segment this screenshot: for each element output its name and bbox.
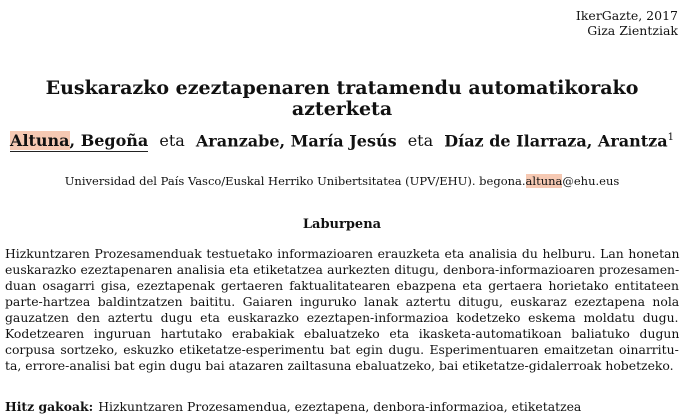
venue-area: Giza Zientziak: [587, 23, 678, 38]
author-separator: eta: [407, 131, 434, 151]
abstract-line: Hizkuntzaren Prozesamenduak testuetako informazioaren erauzketa eta analisia du helburu. Lan honetan: [5, 246, 680, 261]
venue-header: [576, 8, 678, 38]
author-1-highlight: Altuna: [10, 131, 70, 151]
keywords-label: Hitz gakoak:: [5, 399, 94, 414]
affiliation: [0, 174, 684, 188]
abstract-line: gauzatzen den aztertu dugu eta euskarazko ezeztapen-informazioa kodetzeko eskema moldatu dugu.: [5, 310, 679, 325]
abstract-body: [5, 246, 679, 374]
footnote-marker: 1: [667, 132, 674, 143]
author-1-rest: , Begoña: [69, 131, 149, 151]
email-highlight: altuna: [525, 174, 563, 188]
abstract-line: parte-hartzea baldintzatzen baititu. Gaiaren inguruko lanak aztertu ditugu, euskaraz ezeztapena nola: [5, 294, 680, 309]
author-1[interactable]: [10, 131, 148, 152]
venue-name: IkerGazte, 2017: [575, 8, 678, 23]
paper-title: Euskarazko ezeztapenaren tratamendu automatikorako azterketa: [45, 77, 639, 120]
author-separator: eta: [159, 131, 185, 151]
abstract-line: Kodetzearen inguruan hartutako erabakiak ebaluatzeko eta ikasketa-automatikoan baliatuko dugun: [5, 326, 680, 341]
author-list: [0, 128, 684, 151]
keywords: [5, 399, 679, 415]
author-3: Díaz de Ilarraza, Arantza: [444, 131, 668, 151]
affiliation-text: Universidad del País Vasco/Euskal Herriko Unibertsitatea (UPV/EHU). begona.: [64, 174, 526, 188]
email-rest: @ehu.eus: [562, 174, 620, 188]
keywords-text: Hizkuntzaren Prozesamendua, ezeztapena, denbora-informazioa, etiketatzea: [98, 399, 582, 414]
abstract-heading: Laburpena: [302, 217, 382, 232]
abstract-line: corpusa sortzeko, eskuzko etiketatze-esperimentu bat egin dugu. Esperimentuaren emaitzetan oinarritu-: [5, 342, 679, 357]
abstract-line: duan osagarri gisa, ezeztapenak gertaeren faktualitatearen ebazpena eta gertaera horietako entitateen: [5, 278, 679, 293]
abstract-line: euskarazko ezeztapenaren analisia eta etiketatzea aurkezten ditugu, denbora-informazioaren prozesamen-: [5, 262, 680, 277]
abstract-line: ta, errore-analisi bat egin dugu bai atazaren zailtasuna ebaluatzeko, bai etiketatze-gidalerroak hobetzeko.: [5, 358, 674, 373]
author-2: Aranzabe, María Jesús: [195, 131, 397, 151]
